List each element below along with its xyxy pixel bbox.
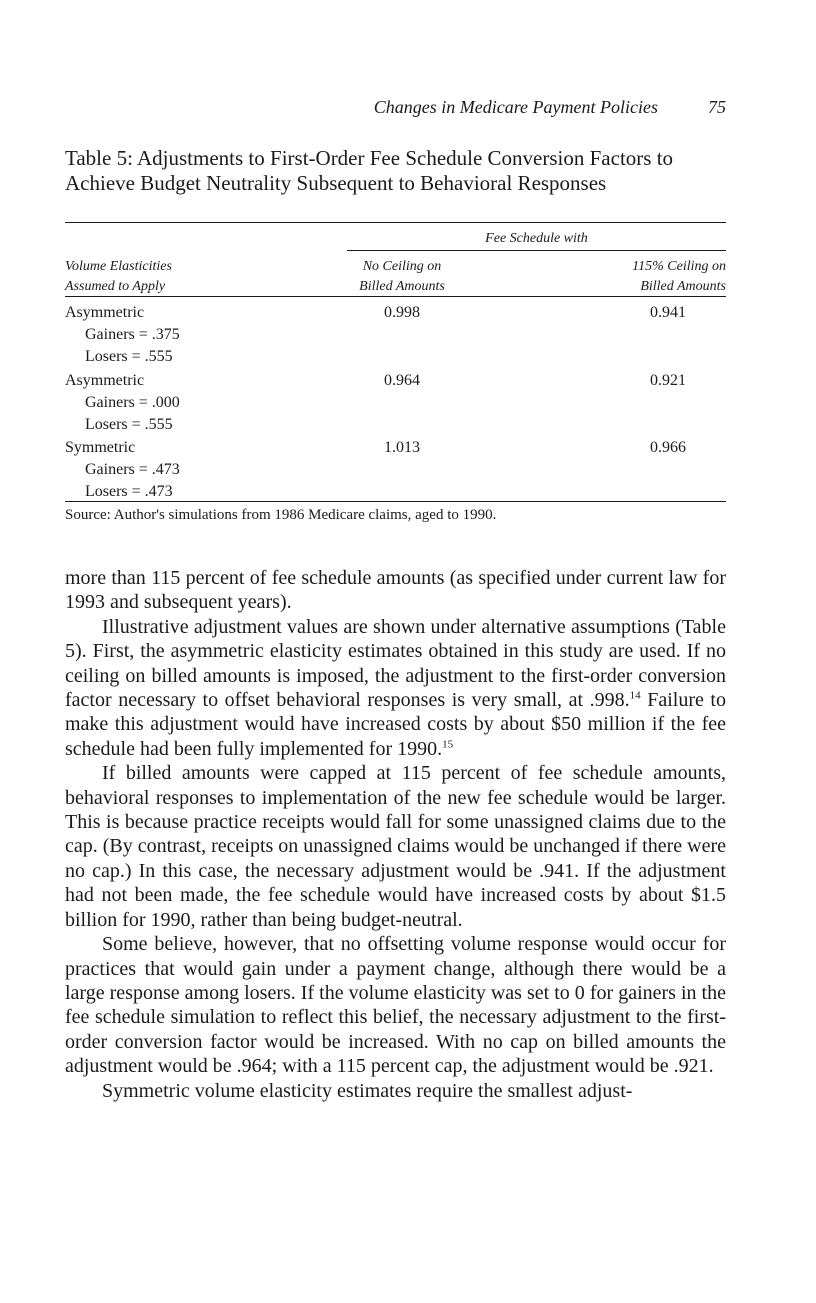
- row-gainers: Gainers = .473: [85, 461, 180, 478]
- value-no-ceiling: 0.964: [384, 372, 420, 389]
- paragraph-text: Failure to make this adjustment would have increased costs by about $50 million if the fee schedule had been fully implemented for 1990.: [65, 689, 726, 760]
- column-heading-line: Assumed to Apply: [65, 279, 166, 294]
- value-no-ceiling: 0.998: [384, 304, 420, 321]
- column-heading-line: Billed Amounts: [359, 279, 445, 294]
- row-gainers: Gainers = .375: [85, 326, 180, 343]
- spanner-rule: [347, 250, 726, 251]
- row-label: Asymmetric: [65, 304, 145, 321]
- column-heading-ceiling: [632, 257, 726, 297]
- page-number: 75: [708, 97, 726, 117]
- table-title: Table 5: Adjustments to First-Order Fee Schedule Conversion Factors to Achieve Budget Neutrality Subsequent to Behavioral Responses: [65, 146, 674, 195]
- column-heading-line: Volume Elasticities: [65, 259, 172, 274]
- running-head: [65, 97, 726, 121]
- row-losers: Losers = .473: [85, 483, 173, 500]
- paragraph: more than 115 percent of fee schedule amounts (as specified under current law for 1993 and subsequent years).: [65, 567, 726, 614]
- row-losers: Losers = .555: [85, 348, 173, 365]
- paragraph: Symmetric volume elasticity estimates require the smallest adjust-: [102, 1079, 633, 1102]
- row-losers: Losers = .555: [85, 416, 173, 433]
- value-ceiling: 0.921: [650, 372, 686, 389]
- row-label: Symmetric: [65, 439, 136, 456]
- running-head-title: Changes in Medicare Payment Policies: [373, 97, 658, 117]
- footnote-marker: 14: [629, 689, 641, 702]
- paragraph: If billed amounts were capped at 115 percent of fee schedule amounts, behavioral responses to implementation of the new fee schedule would be larger. This is because practice receipts would fall for some unassigned claims due to the cap. (By contrast, receipts on unassigned claims would be unchanged if there were no cap.) In this case, the necessary adjustment would be .941. If the adjustment had not been made, the fee schedule would have increased costs by about $1.5 billion for 1990, rather than being budget-neutral.: [65, 762, 726, 931]
- column-heading-elasticities: [65, 257, 172, 297]
- value-no-ceiling: 1.013: [384, 439, 420, 456]
- footnote-marker: 15: [442, 738, 454, 751]
- header-bottom-rule: [65, 296, 726, 297]
- column-heading-line: Billed Amounts: [640, 279, 726, 294]
- paragraph-text: Illustrative adjustment values are shown under alternative assumptions (Table 5). First, the asymmetric elasticity estimates obtained in this study are used. If no ceiling on billed amounts is imposed, the adjustment to the first-order conversion factor necessary to offset behavioral responses is very small, at .998.: [65, 615, 726, 712]
- value-ceiling: 0.966: [650, 439, 686, 456]
- table-top-rule: [65, 222, 726, 223]
- row-gainers: Gainers = .000: [85, 394, 180, 411]
- paragraph: [65, 615, 726, 761]
- body-text: [65, 566, 726, 1103]
- row-label: Asymmetric: [65, 372, 145, 389]
- paragraph: Some believe, however, that no offsetting volume response would occur for practices that would gain under a payment change, although there would be a large response among losers. If the volume elasticity was set to 0 for gainers in the fee schedule simulation to reflect this belief, the necessary adjustment to the first-order conversion factor would be increased. With no cap on billed amounts the adjustment would be .964; with a 115 percent cap, the adjustment would be .921.: [65, 933, 726, 1078]
- column-heading-line: No Ceiling on: [362, 259, 442, 274]
- table-bottom-rule: [65, 501, 726, 502]
- table-spanner-heading: Fee Schedule with: [485, 231, 588, 246]
- table-source-note: Source: Author's simulations from 1986 Medicare claims, aged to 1990.: [65, 507, 497, 523]
- column-heading-no-ceiling: [347, 257, 457, 297]
- column-heading-line: 115% Ceiling on: [632, 259, 726, 274]
- value-ceiling: 0.941: [650, 304, 686, 321]
